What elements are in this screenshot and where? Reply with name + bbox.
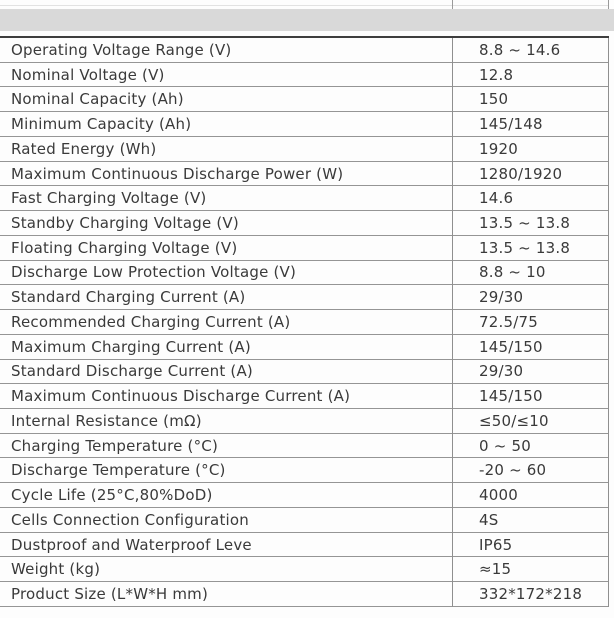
spec-label-cell: Maximum Continuous Discharge Current (A)	[11, 387, 351, 406]
spec-value-cell: 0 ~ 50	[479, 436, 531, 455]
table-row	[0, 112, 609, 137]
spec-value-cell: 4000	[479, 486, 518, 505]
spec-value-cell: 29/30	[479, 362, 524, 381]
table-row	[0, 533, 609, 558]
table-row	[0, 261, 609, 286]
table-rows	[0, 38, 609, 607]
table-row	[0, 236, 609, 261]
spec-label-cell: Maximum Continuous Discharge Power (W)	[11, 164, 344, 183]
table-row	[0, 335, 609, 360]
spec-label-cell: Floating Charging Voltage (V)	[11, 238, 238, 257]
table-row	[0, 360, 609, 385]
spec-value-cell: 13.5 ~ 13.8	[479, 238, 571, 257]
table-row	[0, 186, 609, 211]
spec-value-cell: -20 ~ 60	[479, 461, 547, 480]
column-divider-top-segment	[452, 0, 453, 9]
spec-label-cell: Internal Resistance (mΩ)	[11, 411, 202, 430]
spec-label-cell: Product Size (L*W*H mm)	[11, 585, 209, 604]
spec-label-cell: Nominal Capacity (Ah)	[11, 90, 184, 109]
spec-label-cell: Cells Connection Configuration	[11, 510, 249, 529]
spec-value-cell: ≈15	[479, 560, 512, 579]
column-divider	[452, 38, 453, 618]
table-row	[0, 384, 609, 409]
spec-value-cell: 8.8 ~ 10	[479, 263, 546, 282]
spec-label-cell: Weight (kg)	[11, 560, 101, 579]
spec-label-cell: Fast Charging Voltage (V)	[11, 189, 207, 208]
spec-value-cell: 145/150	[479, 387, 543, 406]
spec-label-cell: Discharge Low Protection Voltage (V)	[11, 263, 297, 282]
spec-value-cell: 150	[479, 90, 509, 109]
spec-value-cell: IP65	[479, 535, 513, 554]
table-row	[0, 409, 609, 434]
spec-value-cell: 72.5/75	[479, 312, 538, 331]
table-row	[0, 211, 609, 236]
table-row	[0, 434, 609, 459]
table-row	[0, 310, 609, 335]
table-row	[0, 458, 609, 483]
table-row	[0, 508, 609, 533]
spec-value-cell: 29/30	[479, 288, 524, 307]
table-row	[0, 557, 609, 582]
spec-value-cell: 145/150	[479, 337, 543, 356]
spec-value-cell: 14.6	[479, 189, 514, 208]
spec-label-cell: Recommended Charging Current (A)	[11, 312, 291, 331]
spec-value-cell: 1280/1920	[479, 164, 563, 183]
spec-label-cell: Dustproof and Waterproof Leve	[11, 535, 252, 554]
spec-label-cell: Discharge Temperature (°C)	[11, 461, 226, 480]
spec-label-cell: Rated Energy (Wh)	[11, 139, 157, 158]
spec-label-cell: Cycle Life (25°C,80%DoD)	[11, 486, 213, 505]
spec-value-cell: ≤50/≤10	[479, 411, 549, 430]
spec-value-cell: 12.8	[479, 65, 514, 84]
spec-label-cell: Maximum Charging Current (A)	[11, 337, 251, 356]
table-row	[0, 285, 609, 310]
spec-label-cell: Charging Temperature (°C)	[11, 436, 219, 455]
spec-label-cell: Nominal Voltage (V)	[11, 65, 165, 84]
spec-value-cell: 1920	[479, 139, 518, 158]
header-band	[0, 9, 614, 31]
spec-value-cell: 145/148	[479, 115, 543, 134]
table-right-border-top-segment	[608, 0, 609, 9]
spec-value-cell: 332*172*218	[479, 585, 583, 604]
table-row	[0, 162, 609, 187]
table-row	[0, 38, 609, 63]
spec-label-cell: Standard Charging Current (A)	[11, 288, 246, 307]
spec-value-cell: 4S	[479, 510, 499, 529]
table-row	[0, 582, 609, 607]
spec-label-cell: Standard Discharge Current (A)	[11, 362, 253, 381]
table-row	[0, 137, 609, 162]
table-row	[0, 483, 609, 508]
table-right-border	[608, 38, 609, 618]
cropped-bottom-row	[0, 607, 614, 618]
cropped-row-border	[0, 5, 609, 6]
spec-value-cell: 8.8 ~ 14.6	[479, 40, 561, 59]
spec-value-cell: 13.5 ~ 13.8	[479, 214, 571, 232]
spec-label-cell: Minimum Capacity (Ah)	[11, 115, 192, 134]
spec-label-cell: Operating Voltage Range (V)	[11, 40, 232, 59]
spec-label-cell: Standby Charging Voltage (V)	[11, 214, 239, 232]
table-row	[0, 87, 609, 112]
table-row	[0, 63, 609, 88]
